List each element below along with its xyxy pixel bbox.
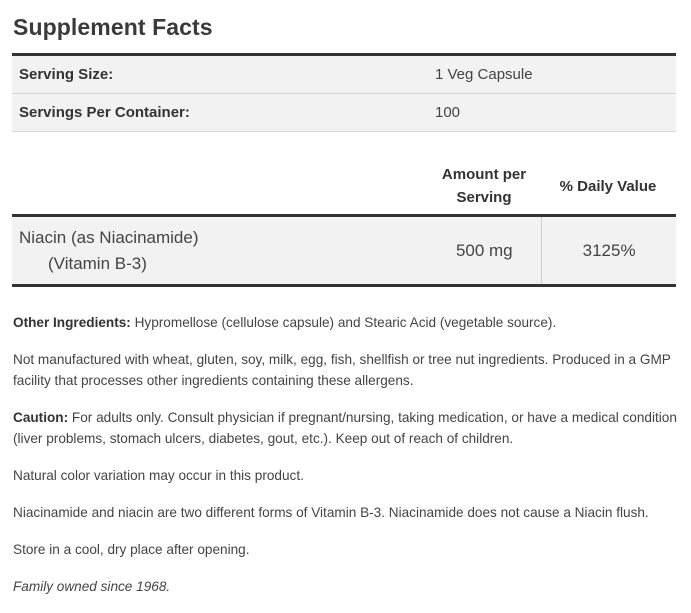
amount-per-serving-header [428,163,540,209]
serving-size-row [12,56,676,94]
page-title: Supplement Facts [13,14,213,40]
allergen-statement: Not manufactured with wheat, gluten, soy, milk, egg, fish, shellfish or tree nut ingredients. Produced in a GMP facility that processes other ingredients containing these allergens. [13,352,671,388]
family-owned-note: Family owned since 1968. [13,579,171,594]
daily-value-header: % Daily Value [559,177,657,195]
serving-size-label: Serving Size: [19,66,114,83]
servings-per-container-value: 100 [435,104,461,121]
niacin-flush-note: Niacinamide and niacin are two different forms of Vitamin B-3. Niacinamide does not cause a Niacin flush. [13,505,649,520]
caution-label: Caution: [13,410,69,425]
caution-statement [13,407,681,449]
caution-text: For adults only. Consult physician if pregnant/nursing, taking medication, or have a medical condition (liver problems, stomach ulcers, diabetes, gout, etc.). Keep out of reach of children. [13,410,677,446]
nutrient-daily-value: 3125% [582,240,636,260]
serving-table [12,53,676,132]
table-row [12,217,676,284]
amount-header-line2: Serving [456,189,512,206]
label-notes [13,312,681,613]
storage-note: Store in a cool, dry place after opening. [13,542,250,557]
nutrient-name-cell [12,217,427,284]
nutrient-table-header [12,158,676,214]
color-variation-note: Natural color variation may occur in this product. [13,468,304,483]
other-ingredients [13,312,681,333]
nutrient-amount: 500 mg [427,217,542,284]
serving-size-value: 1 Veg Capsule [435,66,533,83]
amount-header-line1: Amount per [441,166,527,183]
nutrient-table [12,214,676,287]
other-ingredients-text: Hypromellose (cellulose capsule) and Stearic Acid (vegetable source). [130,315,557,330]
other-ingredients-label: Other Ingredients: [13,315,131,330]
servings-per-container-label: Servings Per Container: [19,104,190,121]
servings-per-container-row [12,94,676,132]
nutrient-subname: (Vitamin B-3) [48,253,147,273]
nutrient-name: Niacin (as Niacinamide) [19,227,199,247]
